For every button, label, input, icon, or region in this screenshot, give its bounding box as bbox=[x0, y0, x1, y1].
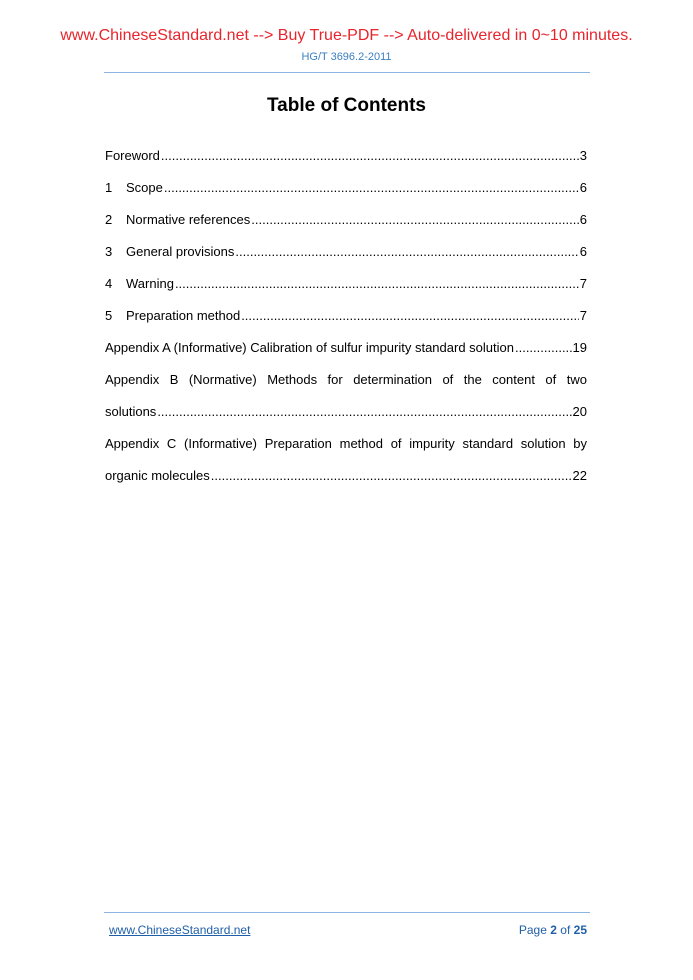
page-title: Table of Contents bbox=[266, 95, 427, 116]
footer-divider bbox=[104, 912, 590, 913]
toc-label-line bbox=[105, 372, 587, 404]
toc-entry-scope[interactable] bbox=[105, 180, 587, 212]
toc-label: Appendix A (Informative) Calibration of sulfur impurity standard solution bbox=[105, 340, 514, 355]
toc-leader-dots bbox=[161, 148, 579, 163]
toc-label: Foreword bbox=[105, 148, 160, 163]
toc-word: Appendix bbox=[105, 372, 160, 387]
toc-label: Normative references bbox=[126, 212, 251, 227]
toc-page-number: 7 bbox=[579, 308, 587, 323]
toc-word: by bbox=[573, 436, 587, 451]
toc-label: Preparation method bbox=[126, 308, 241, 323]
toc-word: impurity bbox=[409, 436, 455, 451]
toc-leader-dots bbox=[175, 276, 579, 291]
toc-section-number: 1 bbox=[105, 180, 113, 195]
toc-leader-dots bbox=[211, 468, 572, 483]
table-of-contents bbox=[105, 148, 587, 500]
toc-label: General provisions bbox=[126, 244, 235, 259]
toc-word: for bbox=[327, 372, 343, 387]
toc-entry-appendix-c[interactable] bbox=[105, 436, 587, 500]
page-total: 25 bbox=[573, 923, 587, 937]
document-number: HG/T 3696.2-2011 bbox=[301, 51, 392, 63]
toc-leader-dots bbox=[157, 404, 571, 419]
toc-word: of bbox=[545, 372, 557, 387]
banner-link[interactable]: www.ChineseStandard.net --> Buy True-PDF --> Auto-delivered in 0~10 minutes. bbox=[60, 27, 633, 44]
toc-entry-preparation-method[interactable] bbox=[105, 308, 587, 340]
toc-page-number: 3 bbox=[579, 148, 587, 163]
toc-leader-dots bbox=[515, 340, 572, 355]
toc-entry-appendix-b[interactable] bbox=[105, 372, 587, 436]
toc-section-number: 5 bbox=[105, 308, 113, 323]
page-current: 2 bbox=[550, 923, 557, 937]
toc-page-number: 19 bbox=[572, 340, 587, 355]
toc-word: of bbox=[390, 436, 402, 451]
toc-word: of bbox=[442, 372, 454, 387]
toc-word: Appendix bbox=[105, 436, 160, 451]
toc-section-number: 4 bbox=[105, 276, 113, 291]
toc-word: B bbox=[169, 372, 179, 387]
toc-page-number: 7 bbox=[579, 276, 587, 291]
toc-section-number: 2 bbox=[105, 212, 113, 227]
toc-word: standard bbox=[462, 436, 514, 451]
footer-website-link[interactable]: www.ChineseStandard.net bbox=[109, 923, 251, 937]
toc-label-line bbox=[105, 436, 587, 468]
toc-leader-dots bbox=[164, 180, 579, 195]
toc-page-number: 6 bbox=[579, 212, 587, 227]
toc-page-number: 6 bbox=[579, 244, 587, 259]
header-divider bbox=[104, 72, 590, 73]
toc-label-line bbox=[105, 468, 587, 500]
toc-entry-foreword[interactable] bbox=[105, 148, 587, 180]
page-prefix: Page bbox=[518, 923, 547, 937]
toc-word: method bbox=[339, 436, 383, 451]
toc-entry-general-provisions[interactable] bbox=[105, 244, 587, 276]
toc-label: solutions bbox=[105, 404, 157, 419]
toc-entry-appendix-a[interactable] bbox=[105, 340, 587, 372]
toc-word: solution bbox=[520, 436, 566, 451]
toc-word: Preparation bbox=[264, 436, 332, 451]
toc-word: C bbox=[166, 436, 177, 451]
toc-leader-dots bbox=[241, 308, 579, 323]
toc-entry-normative-references[interactable] bbox=[105, 212, 587, 244]
toc-leader-dots bbox=[235, 244, 578, 259]
page-of: of bbox=[560, 923, 571, 937]
toc-entry-warning[interactable] bbox=[105, 276, 587, 308]
toc-label: organic molecules bbox=[105, 468, 210, 483]
toc-word: content bbox=[492, 372, 535, 387]
toc-leader-dots bbox=[251, 212, 578, 227]
toc-page-number: 20 bbox=[572, 404, 587, 419]
toc-word: determination bbox=[353, 372, 432, 387]
toc-label-line bbox=[105, 404, 587, 436]
toc-word: two bbox=[566, 372, 587, 387]
toc-section-number: 3 bbox=[105, 244, 113, 259]
toc-page-number: 6 bbox=[579, 180, 587, 195]
toc-word: the bbox=[463, 372, 482, 387]
toc-word: (Informative) bbox=[184, 436, 257, 451]
toc-word: (Normative) bbox=[188, 372, 257, 387]
toc-word: Methods bbox=[267, 372, 318, 387]
toc-page-number: 22 bbox=[572, 468, 587, 483]
toc-label: Warning bbox=[126, 276, 174, 291]
toc-label: Scope bbox=[126, 180, 163, 195]
page-indicator bbox=[519, 923, 587, 937]
